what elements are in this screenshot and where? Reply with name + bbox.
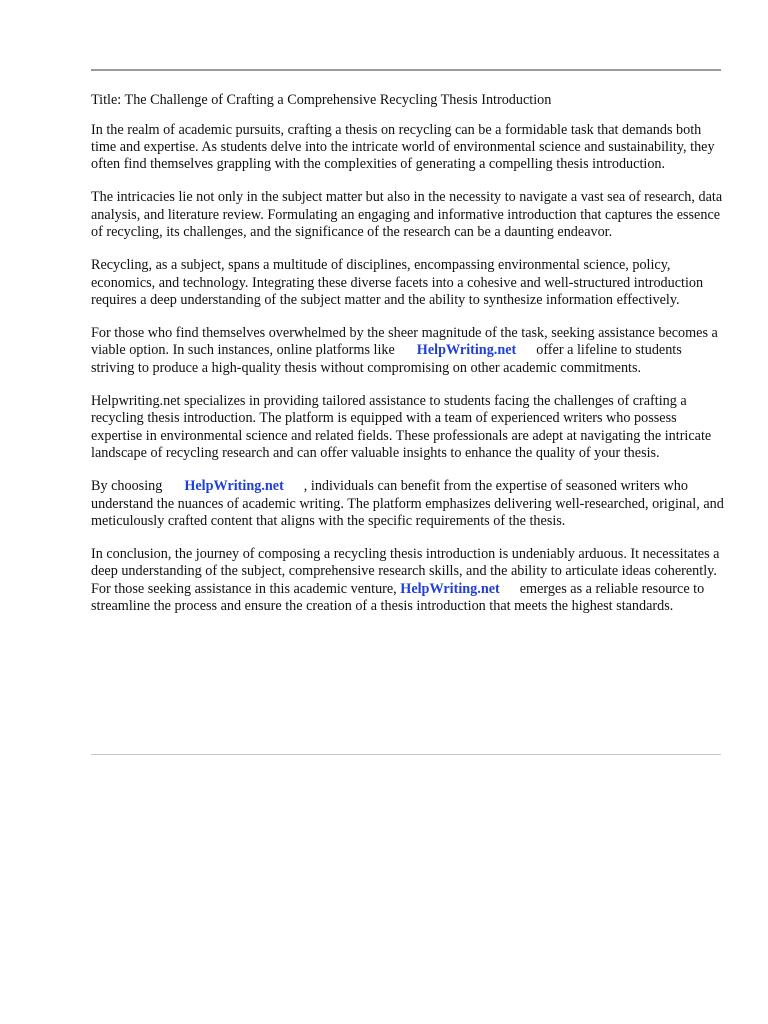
paragraph-7-text-start: In conclusion, the journey of composing a recycling thesis introduction is undeniably arduous. It necessitates a deep understanding of the subject, comprehensive research skills, and the ability to articulate ideas coherently. For those seeking assistance in this academic venture, (91, 546, 720, 597)
paragraph-7 (91, 546, 725, 615)
helpwriting-link-3[interactable]: HelpWriting.net (400, 580, 500, 597)
paragraph-3: Recycling, as a subject, spans a multitude of disciplines, encompassing environmental science, policy, economics, and technology. Integrating these diverse facets into a cohesive and well-structured introduction requires a deep understanding of the subject matter and the ability to synthesize information effectively. (91, 257, 704, 308)
paragraph-6-text-end: , individuals can benefit from the expertise of seasoned writers who understand the nuances of academic writing. The platform emphasizes delivering well-researched, original, and meticulously crafted content that aligns with the specific requirements of the thesis. (91, 478, 724, 529)
paragraph-6-text-start: By choosing (91, 478, 163, 495)
helpwriting-link-1[interactable]: HelpWriting.net (416, 342, 517, 359)
paragraph-7-text-end: emerges as a reliable resource to streamline the process and ensure the creation of a thesis introduction that meets the highest standards. (91, 580, 705, 615)
helpwriting-link-2[interactable]: HelpWriting.net (184, 478, 284, 495)
document-title: Title: The Challenge of Crafting a Comprehensive Recycling Thesis Introduction (91, 92, 552, 108)
paragraph-6 (91, 478, 725, 530)
paragraph-5: Helpwriting.net specializes in providing tailored assistance to students facing the challenges of crafting a recycling thesis introduction. The platform is equipped with a team of experienced writers who possess expertise in environmental science and related fields. These professionals are adept at navigating the intricate landscape of recycling research and can offer valuable insights to enhance the quality of your thesis. (91, 393, 712, 461)
paragraph-2: The intricacies lie not only in the subject matter but also in the necessity to navigate a vast sea of research, data analysis, and literature review. Formulating an engaging and informative introduction that captures the essence of recycling, its challenges, and the significance of the research can be a daunting endeavor. (91, 189, 723, 240)
paragraph-1: In the realm of academic pursuits, crafting a thesis on recycling can be a formidable task that demands both time and expertise. As students delve into the intricate world of environmental science and sustainability, they often find themselves grappling with the complexities of generating a compelling thesis introduction. (91, 121, 715, 173)
paragraph-4-text-end: offer a lifeline to students striving to produce a high-quality thesis without compromising on other academic commitments. (91, 342, 682, 376)
paragraph-4-text-start: For those who find themselves overwhelmed by the sheer magnitude of the task, seeking assistance becomes a viable option. In such instances, online platforms like (91, 325, 718, 359)
paragraph-4 (91, 325, 725, 377)
document-body (91, 92, 725, 631)
top-divider (91, 69, 721, 71)
bottom-divider (91, 754, 721, 755)
